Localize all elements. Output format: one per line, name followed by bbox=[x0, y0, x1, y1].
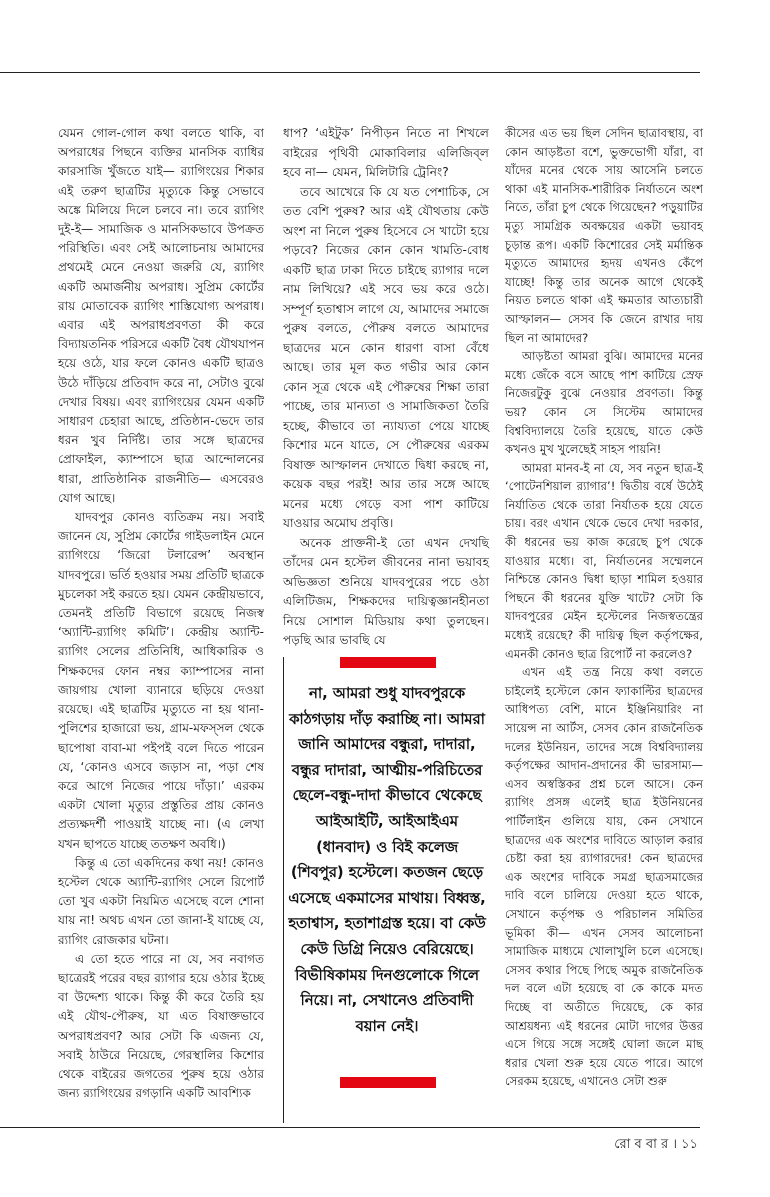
paragraph: তবে আখেরে কি যে যত পেশাচিক, সে তত বেশি পুরুষ? আর এই যৌথতায় কেউ অংশ না নিলে পুরুষ হিসেবে সে খাটো হয়ে পড়বে? নিজের কোন কোন খামতি-বোধ একটি ছাত্র ঢাকা দিতে চাইছে র‍্যাগার দলে নাম লিখিয়ে? এই সবে ভয় করে ওঠে। সম্পূর্ণ হতাশ্বাস লাগে যে, আমাদের সমাজে পুরুষ বলতে, পৌরুষ বলতে আমাদের ছাত্রদের মনে কোন ধারণা বাসা বেঁধে আছে। তার মূল কত গভীর আর কোন কোন সূত্র থেকে এই পৌরুষের শিক্ষা তারা পাচ্ছে, তার মান্যতা ও সামাজিকতা তৈরি হচ্ছে, কীভাবে তা ন্যায্যতা পেয়ে যাচ্ছে কিশোর মনে যাতে, সে পৌরুষের এরকম বিষাক্ত আস্ফালন দেখাতে দ্বিধা করছে না, কয়েক বছর পরই! আর তার সঙ্গে আছে মনের মধ্যে গেড়ে বসা পাশ কাটিয়ে যাওয়ার অমোঘ প্রবৃত্তি। bbox=[283, 184, 489, 530]
pull-quote-top-bar bbox=[340, 657, 436, 668]
paragraph: অনেক প্রাক্তনী-ই তো এখন দেখছি তাঁদের মেন হস্টেল জীবনের নানা ভয়াবহ অভিজ্ঞতা শুনিয়ে যাদবপুরের পচে ওঠা এলিটিজম, শিক্ষকদের দায়িত্বজ্ঞানহীনতা নিয়ে সোশাল মিডিয়ায় কথা তুলছেন। পড়ছি আর ভাবছি যে bbox=[283, 535, 489, 647]
pull-quote-text: না, আমরা শুধু যাদবপুরকে কাঠগড়ায় দাঁড় করাচ্ছি না। আমরা জানি আমাদের বন্ধুরা, দাদারা, বন্ধুর দাদারা, আত্মীয়-পরিচিতের ছেলে-বন্ধু-দাদা কীভাবে থেকেছে আইআইটি, আইআইএম (ধানবাদ) ও বিই কলেজ (শিবপুর) হস্টেলে। কতজন ছেড়ে এসেছে একমাসের মাথায়। বিধ্বস্ত, হতাশ্বাস, হতাশাগ্রস্ত হয়ে। বা কেউ কেউ ডিগ্রি নিয়েও বেরিয়েছে। বিভীষিকাময় দিনগুলোকে গিলে নিয়ে। না, সেখানেও প্রতিবাদী বয়ান নেই। bbox=[288, 685, 486, 1035]
paragraph: আড়ষ্টতা আমরা বুঝি। আমাদের মনের মধ্যে জেঁকে বসে আছে পাশ কাটিয়ে স্রেফ নিজেরটুকু বুঝে নেওয়ার প্রবণতা। কিন্তু ভয়? কোন সে সিস্টেম আমাদের বিশ্ববিদ্যালয়ে তৈরি হয়েছে, যাতে কেউ কখনও মুখ খুলেছেই সাহস পায়নি! bbox=[505, 349, 703, 457]
pull-quote bbox=[283, 657, 490, 1123]
paragraph: কীসের এত ভয় ছিল সেদিন ছাত্রাবস্থায়, বা কোন আড়ষ্টতা বশে, ভুক্তভোগী যাঁরা, বা যাঁদের মনের থেকে সায় আসেনি চলতে থাকা এই মানসিক-শারীরিক নির্যাতনে অংশ নিতে, তাঁরা চুপ থেকে গিয়েছেন? পড়ুয়াটির মৃত্যু সামগ্রিক অবক্ষয়ের একটা ভয়াবহ চূড়ান্ত রূপ। একটি কিশোরের সেই মর্মান্তিক মৃত্যুতে আমাদের হৃদয় এখনও কেঁপে যাচ্ছে! কিন্তু তার অনেক আগে থেকেই নিয়ত চলতে থাকা এই ক্ষমতার আত্যচারী আস্ফালন— সেসব কি জেনে রাখার দায় ছিল না আমাদের? bbox=[505, 126, 703, 345]
article-column-1 bbox=[58, 124, 264, 1103]
pull-quote-bottom-bar bbox=[340, 1077, 436, 1088]
paragraph: এখন এই তন্ত্র নিয়ে কথা বলতে চাইলেই হস্টেলে কোন ফ্যাকাল্টির ছাত্রদের আধিপত্য বেশি, মানে ইঞ্জিনিয়ারিং না সায়েন্স না আর্টস, সেসব কোন রাজনৈতিক দলের ইউনিয়ন, তাদের সঙ্গে বিশ্ববিদ্যালয় কর্তৃপক্ষের আদান-প্রদানের কী ভারসাম্য— এসব অস্বস্তিকর প্রশ্ন চলে আসে। কেন র‍্যাগিং প্রসঙ্গ এলেই ছাত্র ইউনিয়নের পার্টিলাইন গুলিয়ে যায়, কেন সেখানে ছাত্রদের এক অংশের দাবিতে আড়াল করার চেষ্টা করা হয় র‍্যাগারদের! কেন ছাত্রদের এক অংশের দাবিকে সমগ্র ছাত্রসমাজের দাবি বলে চালিয়ে দেওয়া হতে থাকে, সেখানে কর্তৃপক্ষ ও পরিচালন সমিতির ভূমিকা কী— এখন সেসব আলোচনা সামাজিক মাধ্যমে খোলাখুলি চলে এসেছে। সেসব কথার পিছে পিছে অমুক রাজনৈতিক দল বলে এটা হয়েছে বা কে কাকে মদত দিচ্ছে বা অতীতে দিয়েছে, কে কার আশ্রয়ধন্য এই ধরনের মোটা দাগের উত্তর এসে গিয়ে সঙ্গে সঙ্গেই ঘোলা জলে মাছ ধরার খেলা শুরু হয়ে যেতে পারে। আগে সেরকম হয়েছে, এখানেও সেটা শুরু bbox=[505, 665, 703, 1089]
paragraph: ধাপ? ‘এইটুক’ নিপীড়ন নিতে না শিখলে বাইরের পৃথিবী মোকাবিলার এলিজিব্‌ল হবে না— যেমন, মিলিটারি ট্রেনিং? bbox=[283, 126, 489, 179]
paragraph: কিন্তু এ তো একদিনের কথা নয়! কোনও হস্টেল থেকে অ্যান্টি-র‍্যাগিং সেলে রিপোর্ট তো খুব একটা নিয়মিত এসেছে বলে শোনা যায় না! অথচ এখন তো জানা-ই যাচ্ছে যে, র‍্যাগিং রোজকার ঘটনা। bbox=[58, 855, 264, 947]
top-rule bbox=[0, 72, 700, 73]
paragraph: যাদবপুর কোনও ব্যতিক্রম নয়। সবাই জানেন যে, সুপ্রিম কোর্টের গাইডলাইন মেনে র‍্যাগিংয়ে ‘জিরো টলারেন্স’ অবস্থান যাদবপুরে। ভর্তি হওয়ার সময় প্রতিটি ছাত্রকে মুচলেকা সই করতে হয়। যেমন কেন্দ্রীয়ভাবে, তেমনই প্রতিটি বিভাগে রয়েছে নিজস্ব ‘অ্যান্টি-র‍্যাগিং কমিটি’। কেন্দ্রীয় অ্যান্টি-র‍্যাগিং সেলের প্রতিনিধি, আধিকারিক ও শিক্ষকদের ফোন নম্বর ক্যাম্পাসের নানা জায়গায় খোলা ব্যানারে ছড়িয়ে দেওয়া রয়েছে। এই ছাত্রটির মৃত্যুতে না হয় থানা-পুলিশের হাজারো ভয়, গ্রাম-মফস্সল থেকে ছাপোষা বাবা-মা পইপই বলে দিতে পারেন যে, ‘কোনও এসবে জড়াস না, পড়া শেষ করে আগে নিজের পায়ে দাঁড়া।’ এরকম একটা খোলা মৃত্যুর প্রস্তুতির প্রায় কোনও প্রত্যক্ষদর্শী পাওয়াই যাচ্ছে না। (এ লেখা যখন ছাপতে যাচ্ছে ততক্ষণ অবধি।) bbox=[58, 510, 264, 851]
bottom-rule bbox=[0, 1127, 700, 1128]
paragraph: এ তো হতে পারে না যে, সব নবাগত ছাত্রেরই পরের বছর র‍্যাগার হয়ে ওঠার ইচ্ছে বা উদ্দেশ্য থাকে। কিন্তু কী করে তৈরি হয় এই যৌথ-পৌরুষ, যা এত বিষাক্তভাবে অপরাধপ্রবণ? আর সেটা কি এজন্য যে, সবাই ঠাউরে নিয়েছে, গেরস্থালির কিশোর থেকে বাইরের জগতের পুরুষ হয়ে ওঠার জন্য র‍্যাগিংয়ের রগড়ানি একটি আবশ্যিক bbox=[58, 951, 264, 1101]
paragraph: আমরা মানব-ই না যে, সব নতুন ছাত্র-ই ‘পোটেনশিয়াল র‍্যাগার’! দ্বিতীয় বর্ষে উঠেই নির্যাতিত থেকে তারা নির্যাতক হয়ে যেতে চায়। বরং এখান থেকে ভেবে দেখা দরকার, কী ধরনের ভয় কাজ করেছে চুপ থেকে যাওয়ার মধ্যে। বা, নির্যাতনের সম্মেলনে নিশ্চিন্তে কোনও দ্বিধা ছাড়া শামিল হওয়ার পিছনে কী ধরনের যুক্তি খাটে? সেটা কি যাদবপুরের মেইন হস্টেলের নিজস্বতন্ত্রের মধ্যেই রয়েছে? কী দায়িত্ব ছিল কর্তৃপক্ষের, এমনকী কোনও ছাত্র রিপোর্ট না করলেও? bbox=[505, 460, 703, 661]
page-footer: রো ব বা র । ১১ bbox=[614, 1137, 698, 1152]
article-column-2 bbox=[283, 124, 489, 651]
paragraph: যেমন গোল-গোল কথা বলতে থাকি, বা অপরাধের পিছনে ব্যক্তির মানসিক ব্যাধির কারসাজি খুঁজতে যাই— র‍্যাগিংয়ের শিকার এই তরুণ ছাত্রটির মৃত্যুকে কিন্তু সেভাবে অঙ্কে মিলিয়ে দিলে চলবে না। তবে র‍্যাগিং দুই-ই— সামাজিক ও মানসিকভাবে উপক্রত পরিস্থিতি। এবং সেই আলোচনায় আমাদের প্রথমেই মেনে নেওয়া জরুরি যে, র‍্যাগিং একটি অমার্জনীয় অপরাধ। সুপ্রিম কোর্টের রায় মোতাবেক র‍্যাগিং শাস্তিযোগ্য অপরাধ। এবার এই অপরাধপ্রবণতা কী করে বিদ্যায়তনিক পরিসরে একটি বৈধ যৌথযাপন হয়ে ওঠে, যার ফলে কোনও একটি ছাত্রও উঠে দাঁড়িয়ে প্রতিবাদ করে না, সেটাও বুঝে দেখার বিষয়। এবং র‍্যাগিংয়ের যেমন একটি সাধারণ চেহারা আছে, প্রতিষ্ঠান-ভেদে তার ধরন খুব নির্দিষ্ট। তার সঙ্গে ছাত্রদের প্রোফাইল, ক্যাম্পাসে ছাত্র আন্দোলনের ধারা, প্রাতিষ্ঠানিক রাজনীতি— এসবেরও যোগ আছে। bbox=[58, 126, 264, 505]
article-column-3 bbox=[505, 124, 703, 1091]
